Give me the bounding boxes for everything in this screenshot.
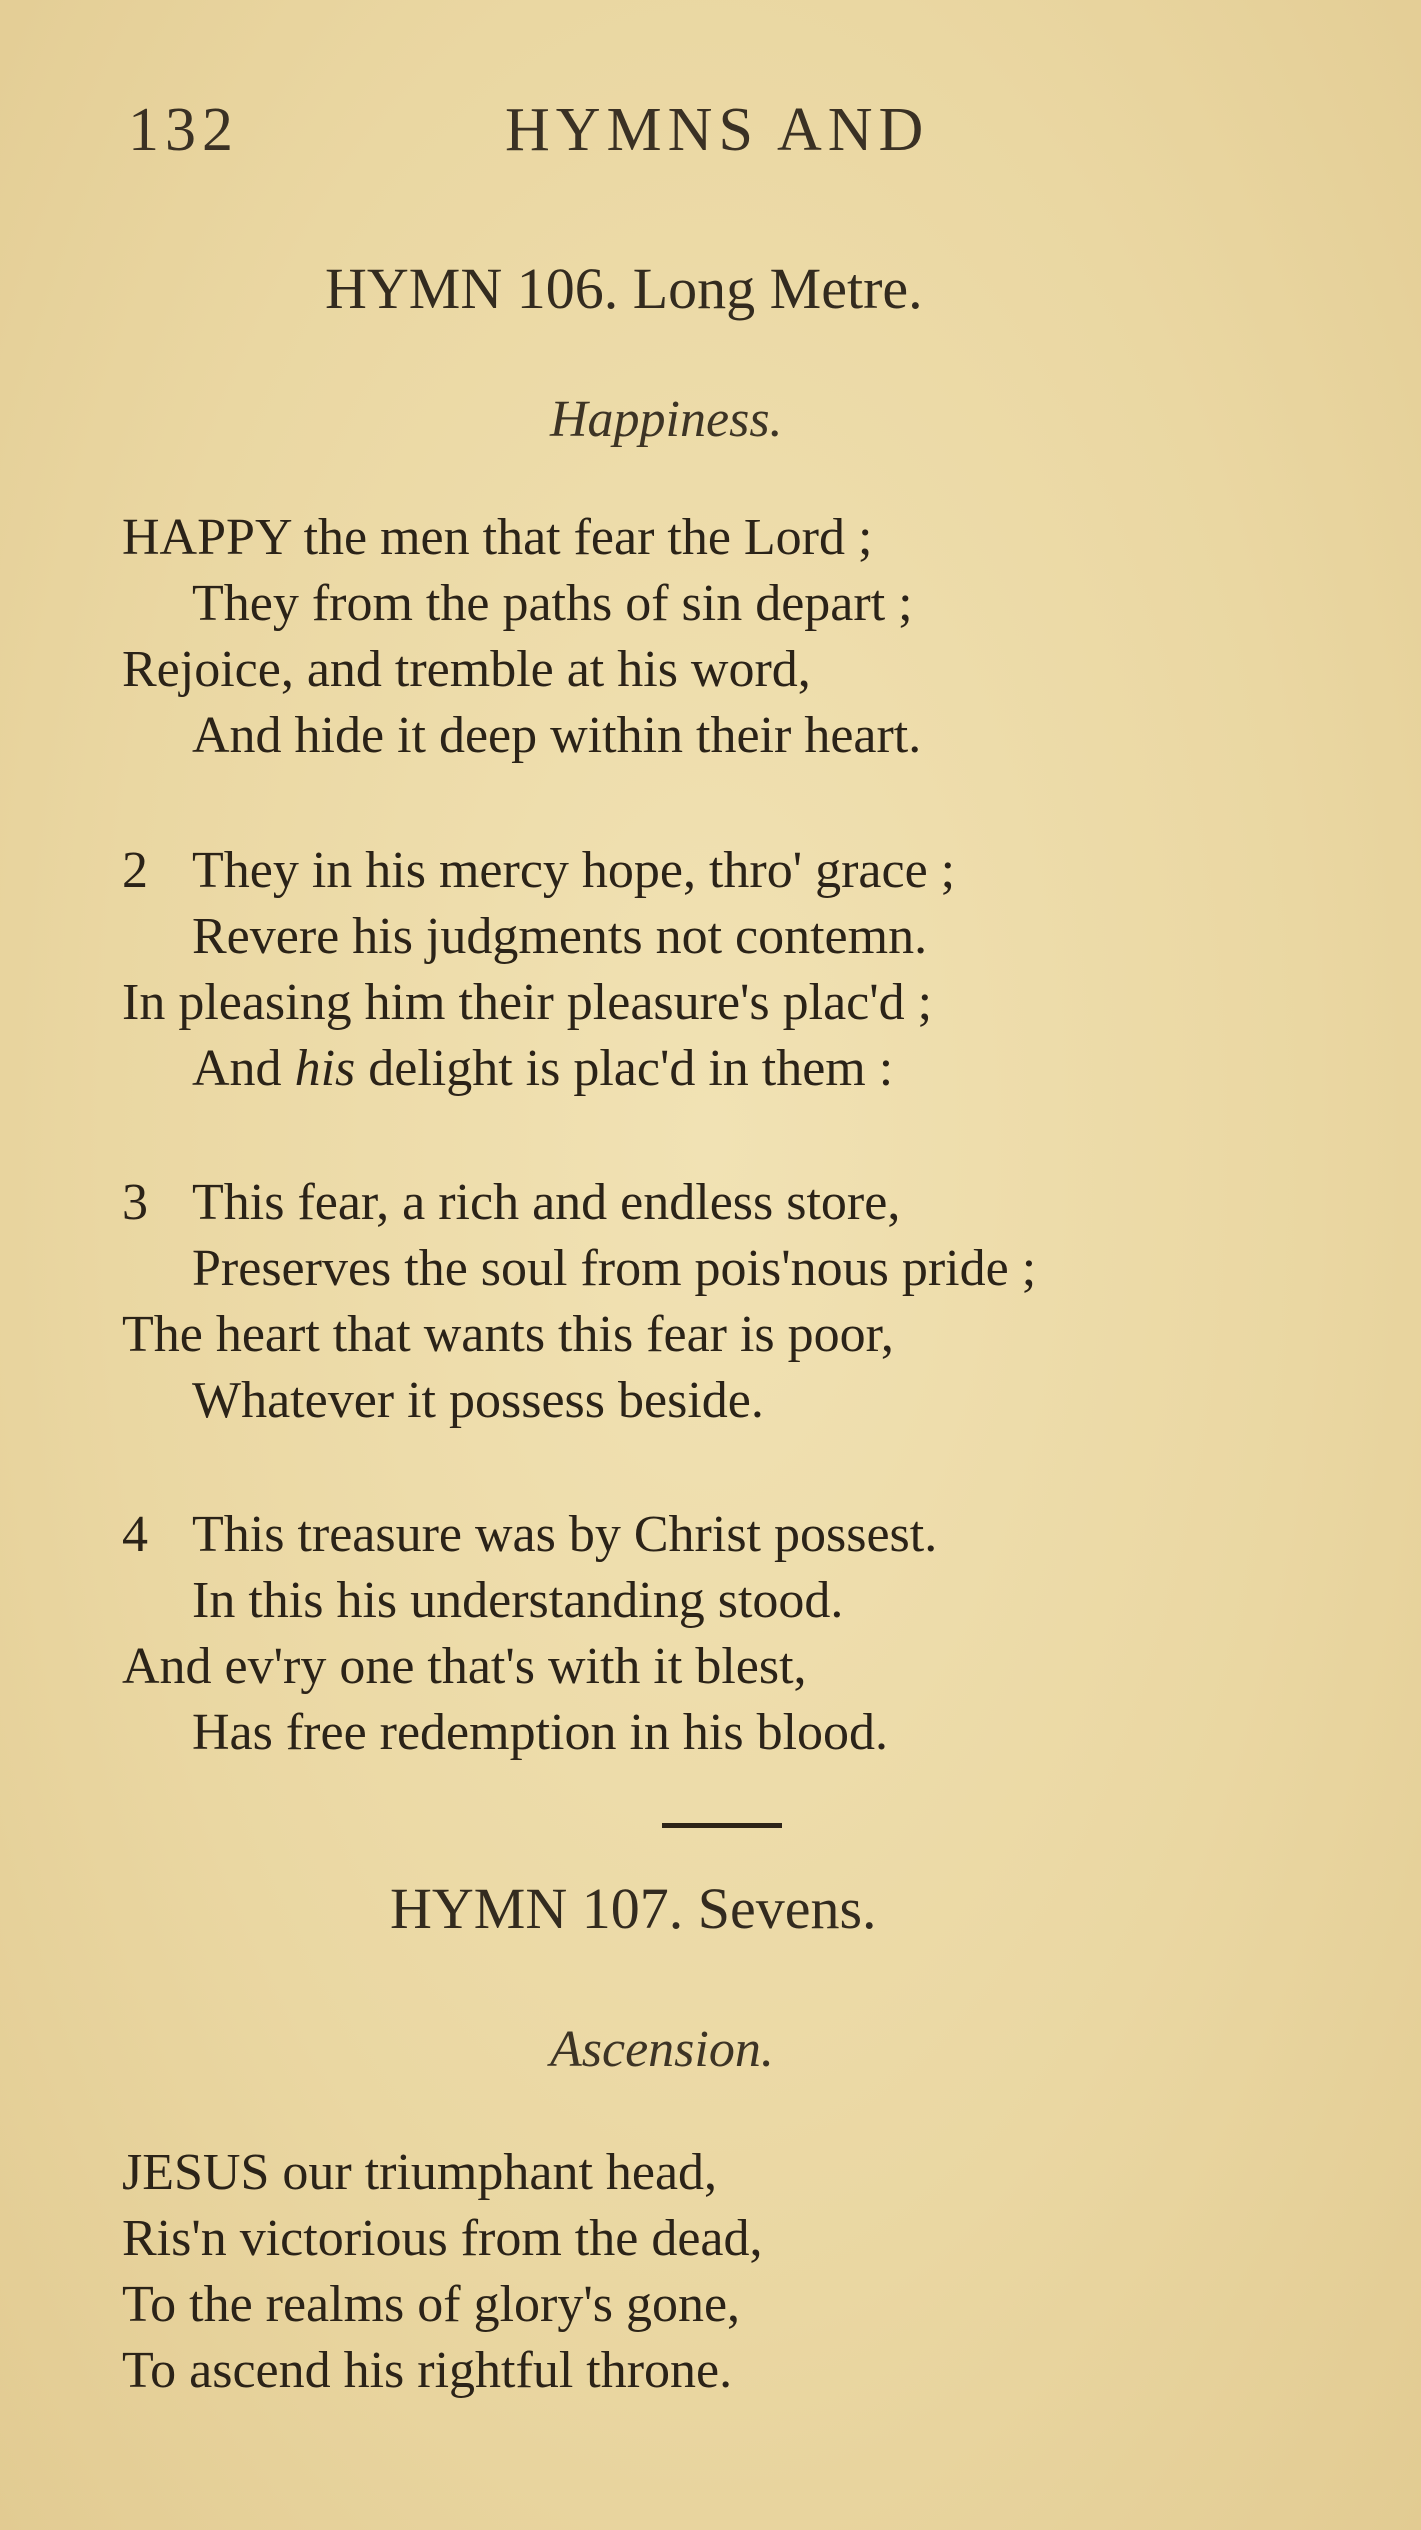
verse-line: And hide it deep within their heart. — [192, 707, 922, 764]
verse-line: In pleasing him their pleasure's plac'd ; — [122, 974, 933, 1031]
verse-text: delight is plac'd in them : — [355, 1040, 894, 1097]
verse-line: Revere his judgments not contemn. — [192, 908, 928, 965]
verse-text: This treasure was by Christ possest. — [192, 1506, 938, 1563]
verse-line: Preserves the soul from pois'nous pride ; — [192, 1240, 1037, 1297]
verse-text: This fear, a rich and endless store, — [192, 1174, 901, 1231]
verse-line: JESUS our triumphant head, — [122, 2144, 718, 2201]
hymn-106-subtitle: Happiness. — [550, 391, 783, 448]
verse-line: HAPPY the men that fear the Lord ; — [122, 509, 873, 566]
verse-line — [122, 1502, 937, 1568]
running-title: HYMNS AND — [505, 96, 930, 164]
verse-line: And ev'ry one that's with it blest, — [122, 1638, 807, 1695]
verse-line: They from the paths of sin depart ; — [192, 575, 913, 632]
verse-line: Has free redemption in his blood. — [192, 1704, 889, 1761]
section-divider — [662, 1823, 782, 1828]
hymn-107-heading: HYMN 107. Sevens. — [390, 1876, 877, 1941]
verse-line — [122, 1170, 900, 1236]
verse-line: In this his understanding stood. — [192, 1572, 844, 1629]
verse-line: Ris'n victorious from the dead, — [122, 2210, 763, 2267]
hymn-106-heading: HYMN 106. Long Metre. — [325, 256, 923, 321]
stanza-number: 4 — [122, 1506, 148, 1563]
verse-line: Whatever it possess beside. — [192, 1372, 764, 1429]
stanza-number: 2 — [122, 842, 148, 899]
verse-text: And — [192, 1040, 295, 1097]
verse-line: The heart that wants this fear is poor, — [122, 1306, 894, 1363]
italic-emphasis: his — [294, 1040, 356, 1097]
verse-text: They in his mercy hope, thro' grace ; — [192, 842, 956, 899]
verse-line: To the realms of glory's gone, — [122, 2276, 741, 2333]
verse-line: Rejoice, and tremble at his word, — [122, 641, 811, 698]
verse-line: To ascend his rightful throne. — [122, 2342, 733, 2399]
verse-line — [192, 1036, 893, 1102]
stanza-number: 3 — [122, 1174, 148, 1231]
hymn-107-subtitle: Ascension. — [550, 2021, 774, 2078]
page-number: 132 — [128, 96, 239, 164]
verse-line — [122, 838, 955, 904]
